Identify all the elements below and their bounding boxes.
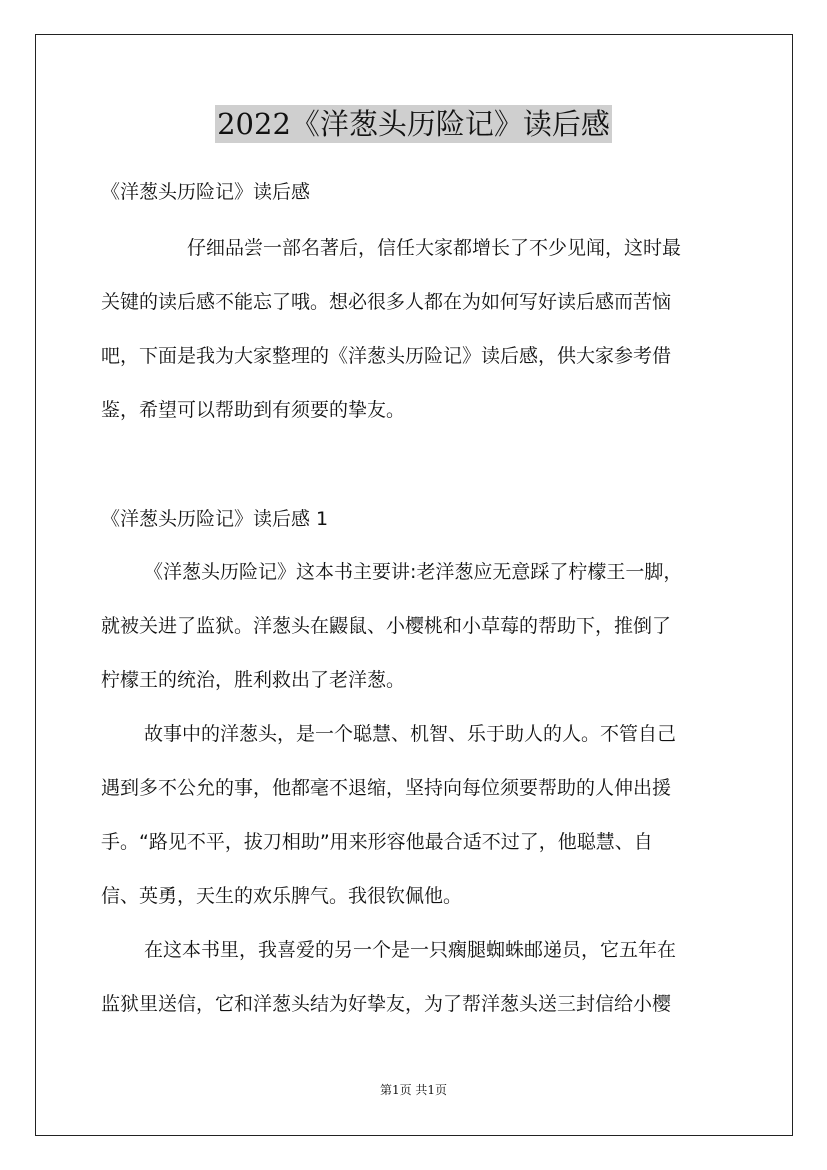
paragraph-line: 遇到多不公允的事，他都毫不退缩，坚持向每位须要帮助的人伸出援 xyxy=(101,777,672,799)
intro-line: 仔细品尝一部名著后，信任大家都增长了不少见闻，这时最 xyxy=(187,237,682,259)
section-heading: 《洋葱头历险记》读后感 1 xyxy=(101,508,329,530)
document-subtitle: 《洋葱头历险记》读后感 xyxy=(101,181,311,203)
intro-line: 鉴，希望可以帮助到有须要的挚友。 xyxy=(101,399,406,421)
paragraph-line: 《洋葱头历险记》这本书主要讲:老洋葱应无意踩了柠檬王一脚， xyxy=(144,561,683,583)
paragraph-line: 就被关进了监狱。洋葱头在鼹鼠、小樱桃和小草莓的帮助下，推倒了 xyxy=(101,615,672,637)
paragraph-line: 信、英勇，天生的欢乐脾气。我很钦佩他。 xyxy=(101,885,463,907)
page-number-footer: 第1页 共1页 xyxy=(379,1083,448,1097)
document-title-text: 2022《洋葱头历险记》读后感 xyxy=(217,107,610,141)
intro-line: 吧，下面是我为大家整理的《洋葱头历险记》读后感，供大家参考借 xyxy=(101,345,672,367)
intro-line: 关键的读后感不能忘了哦。想必很多人都在为如何写好读后感而苦恼 xyxy=(101,291,672,313)
paragraph-line: 手。“路见不平，拔刀相助”用来形容他最合适不过了，他聪慧、自 xyxy=(101,831,653,853)
paragraph-line: 在这本书里，我喜爱的另一个是一只瘸腿蜘蛛邮递员，它五年在 xyxy=(144,939,677,961)
paragraph-line: 故事中的洋葱头，是一个聪慧、机智、乐于助人的人。不管自己 xyxy=(144,723,677,745)
document-title xyxy=(0,102,827,143)
paragraph-line: 柠檬王的统治，胜利救出了老洋葱。 xyxy=(101,669,406,691)
paragraph-line: 监狱里送信，它和洋葱头结为好挚友，为了帮洋葱头送三封信给小樱 xyxy=(101,993,672,1015)
